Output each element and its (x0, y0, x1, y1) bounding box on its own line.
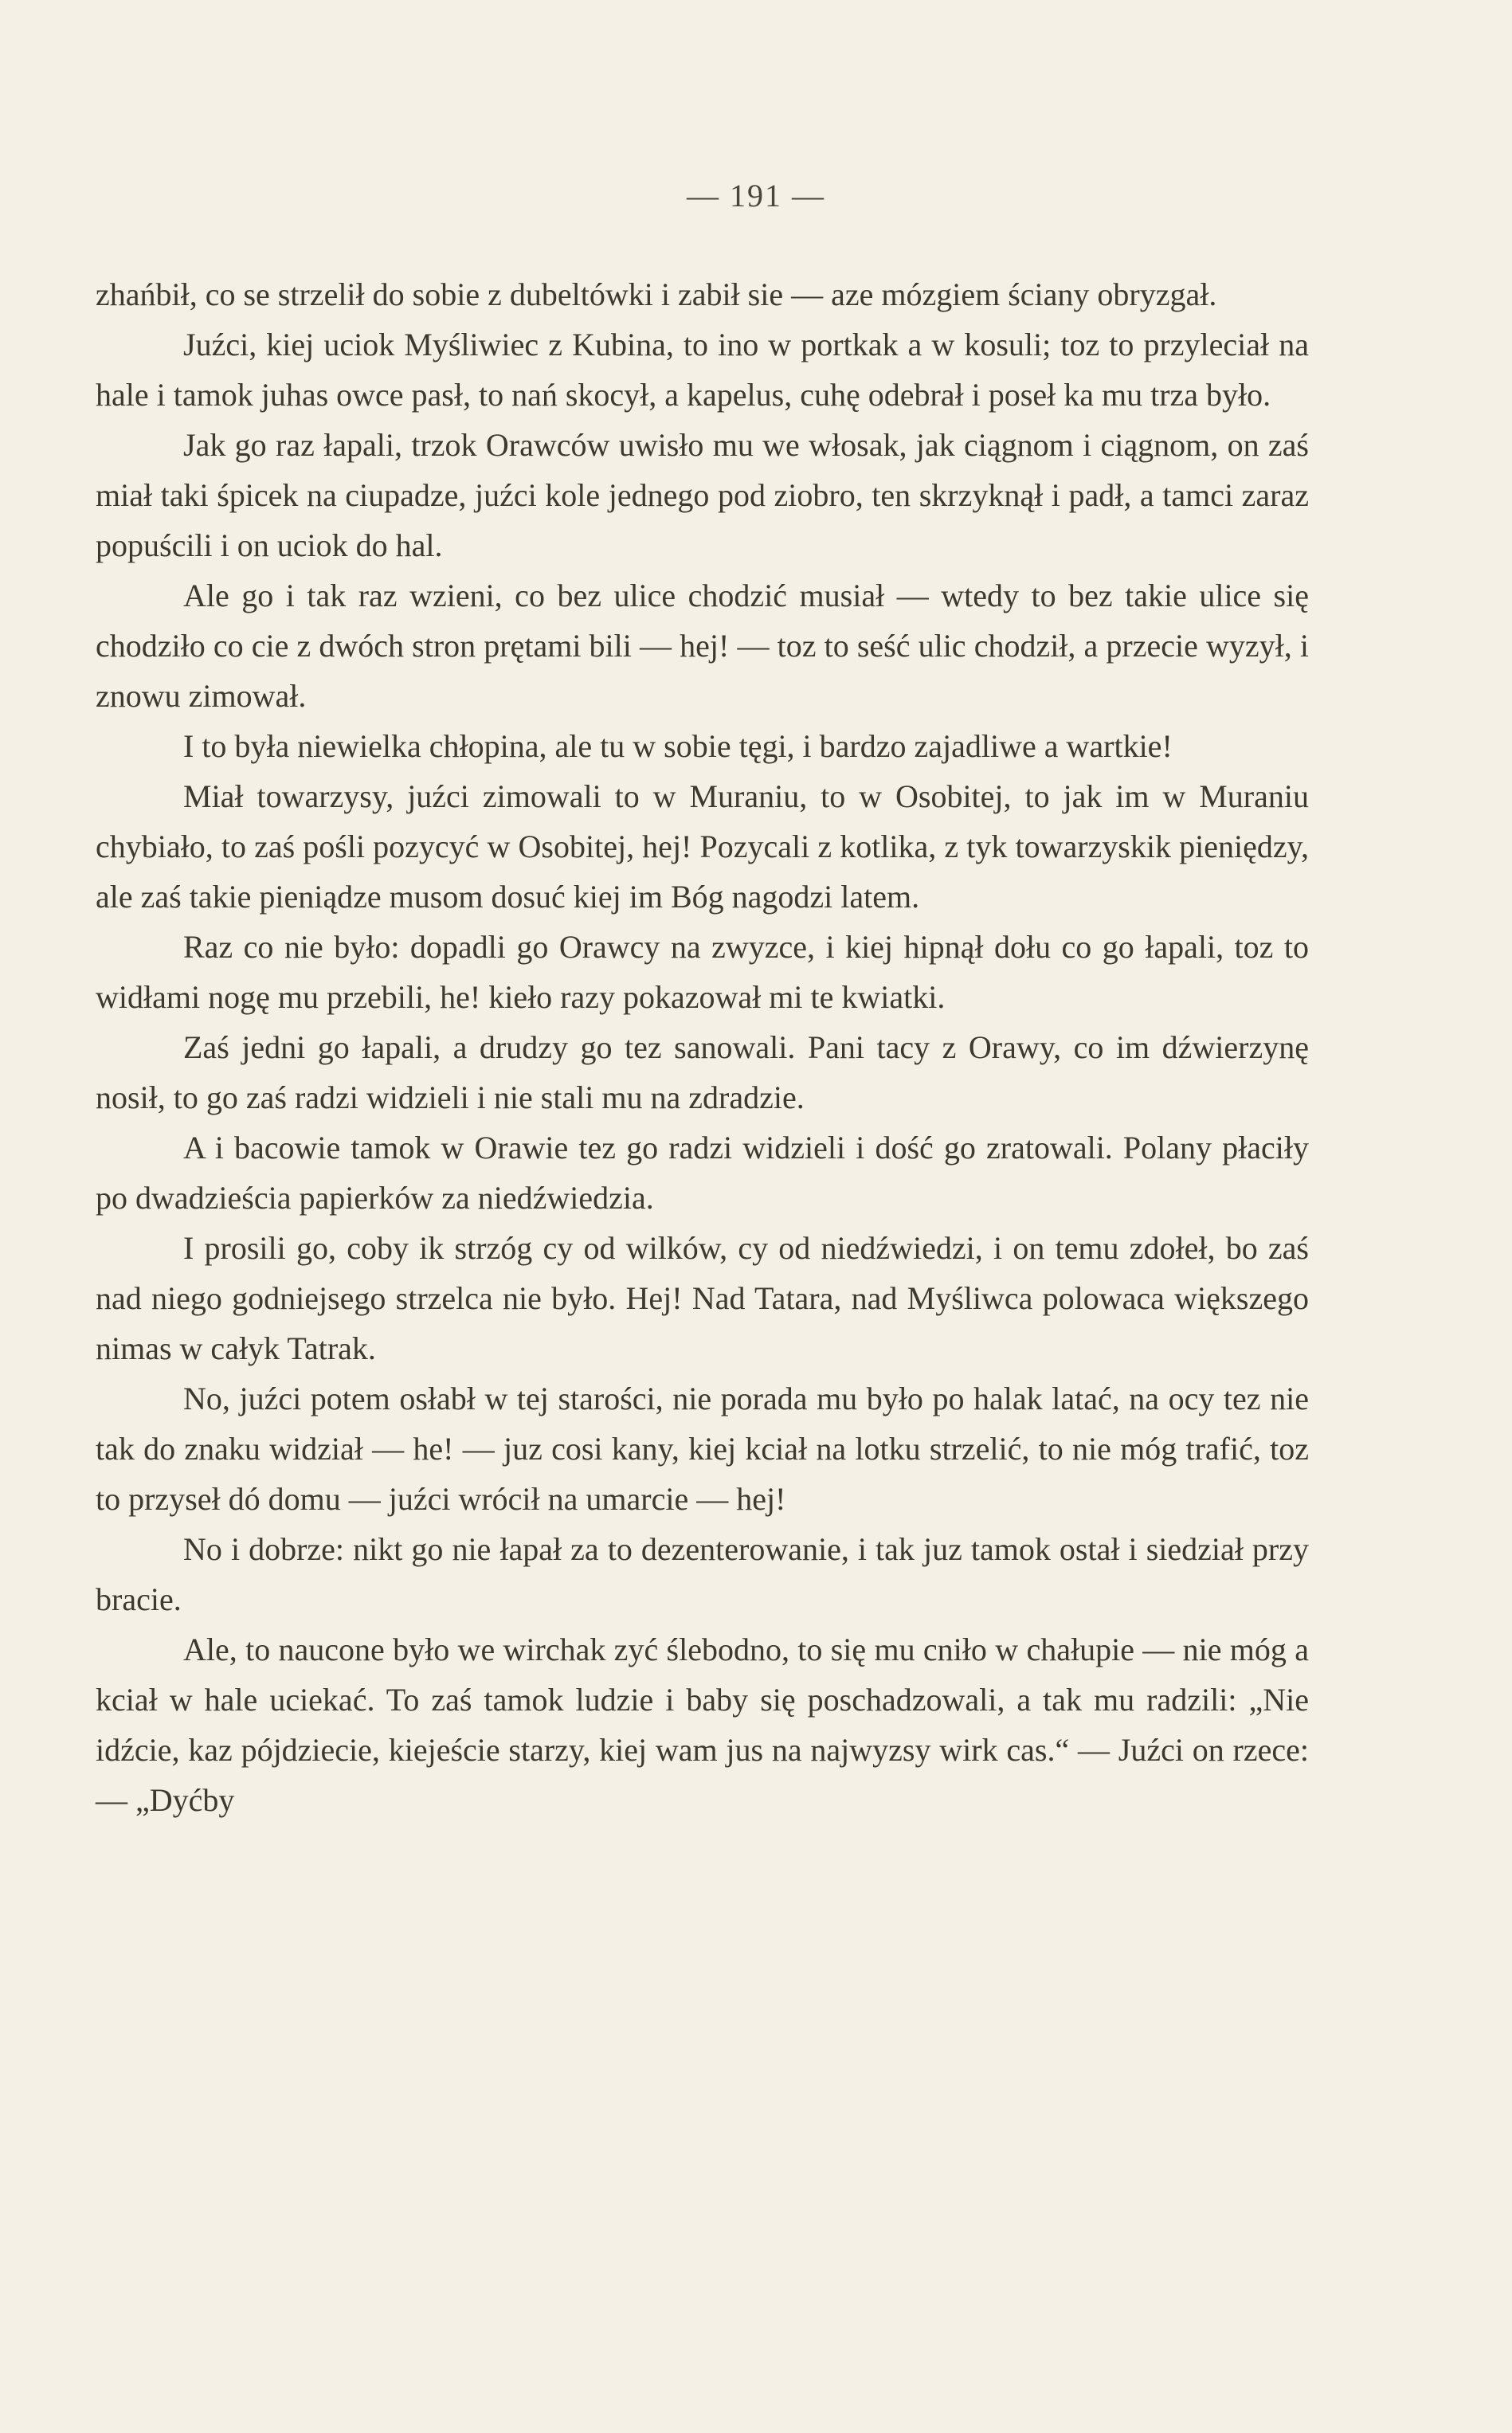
paragraph: Zaś jedni go łapali, a drudzy go tez sanowali. Pani tacy z Orawy, co im dźwierzynę nosił, to go zaś radzi widzieli i nie stali mu na zdradzie. (96, 1029, 1309, 1115)
paragraph: I prosili go, coby ik strzóg cy od wilków, cy od niedźwiedzi, i on temu zdołeł, bo zaś nad niego godniejsego strzelca nie było. Hej! Nad Tatara, nad Myśliwca polowaca większego nimas w całyk Tatrak. (96, 1230, 1309, 1366)
paragraph: zhańbił, co se strzelił do sobie z dubeltówki i zabił sie — aze mózgiem ściany obryzgał. (96, 276, 1217, 312)
paragraph: Jak go raz łapali, trzok Orawców uwisło mu we włosak, jak ciągnom i ciągnom, on zaś miał taki śpicek na ciupadze, juźci kole jednego pod ziobro, ten skrzyknął i padł, a tamci zaraz popuścili i on uciok do hal. (96, 427, 1309, 563)
paragraph: Juźci, kiej uciok Myśliwiec z Kubina, to ino w portkak a w kosuli; toz to przyleciał na hale i tamok juhas owce pasł, to nań skocył, a kapelus, cuhę odebrał i poseł ka mu trza było. (96, 327, 1309, 413)
paragraph: No, juźci potem osłabł w tej starości, nie porada mu było po halak latać, na ocy tez nie tak do znaku widział — he! — juz cosi kany, kiej kciał na lotku strzelić, to nie móg trafić, toz to przyseł dó domu — juźci wrócił na umarcie — hej! (96, 1381, 1309, 1517)
paragraph: A i bacowie tamok w Orawie tez go radzi widzieli i dość go zratowali. Polany płaciły po dwadzieścia papierków za niedźwiedzia. (96, 1130, 1309, 1216)
paragraph: I to była niewielka chłopina, ale tu w sobie tęgi, i bardzo zajadliwe a wartkie! (183, 728, 1173, 764)
paragraph: No i dobrze: nikt go nie łapał za to dezenterowanie, i tak juz tamok ostał i siedział przy bracie. (96, 1531, 1309, 1617)
paragraph: Ale, to naucone było we wirchak zyć ślebodno, to się mu cniło w chałupie — nie móg a kciał w hale uciekać. To zaś tamok ludzie i baby się poschadzowali, a tak mu radzili: „Nie idźcie, kaz pójdziecie, kiejeście starzy, kiej wam jus na najwyzsy wirk cas.“ — Juźci on rzece: — „Dyćby (96, 1632, 1309, 1818)
paragraph: Ale go i tak raz wzieni, co bez ulice chodzić musiał — wtedy to bez takie ulice się chodziło co cie z dwóch stron prętami bili — hej! — toz to seść ulic chodził, a przecie wyzył, i znowu zimował. (96, 578, 1309, 714)
paragraph: Miał towarzysy, juźci zimowali to w Muraniu, to w Osobitej, to jak im w Muraniu chybiało, to zaś pośli pozycyć w Osobitej, hej! Pozycali z kotlika, z tyk towarzyskik pieniędzy, ale zaś takie pieniądze musom dosuć kiej im Bóg nagodzi latem. (96, 778, 1309, 915)
body-text (96, 269, 1309, 1825)
paragraph: Raz co nie było: dopadli go Orawcy na zwyzce, i kiej hipnął dołu co go łapali, toz to widłami nogę mu przebili, he! kieło razy pokazował mi te kwiatki. (96, 929, 1309, 1015)
page-number: — 191 — (687, 178, 825, 214)
